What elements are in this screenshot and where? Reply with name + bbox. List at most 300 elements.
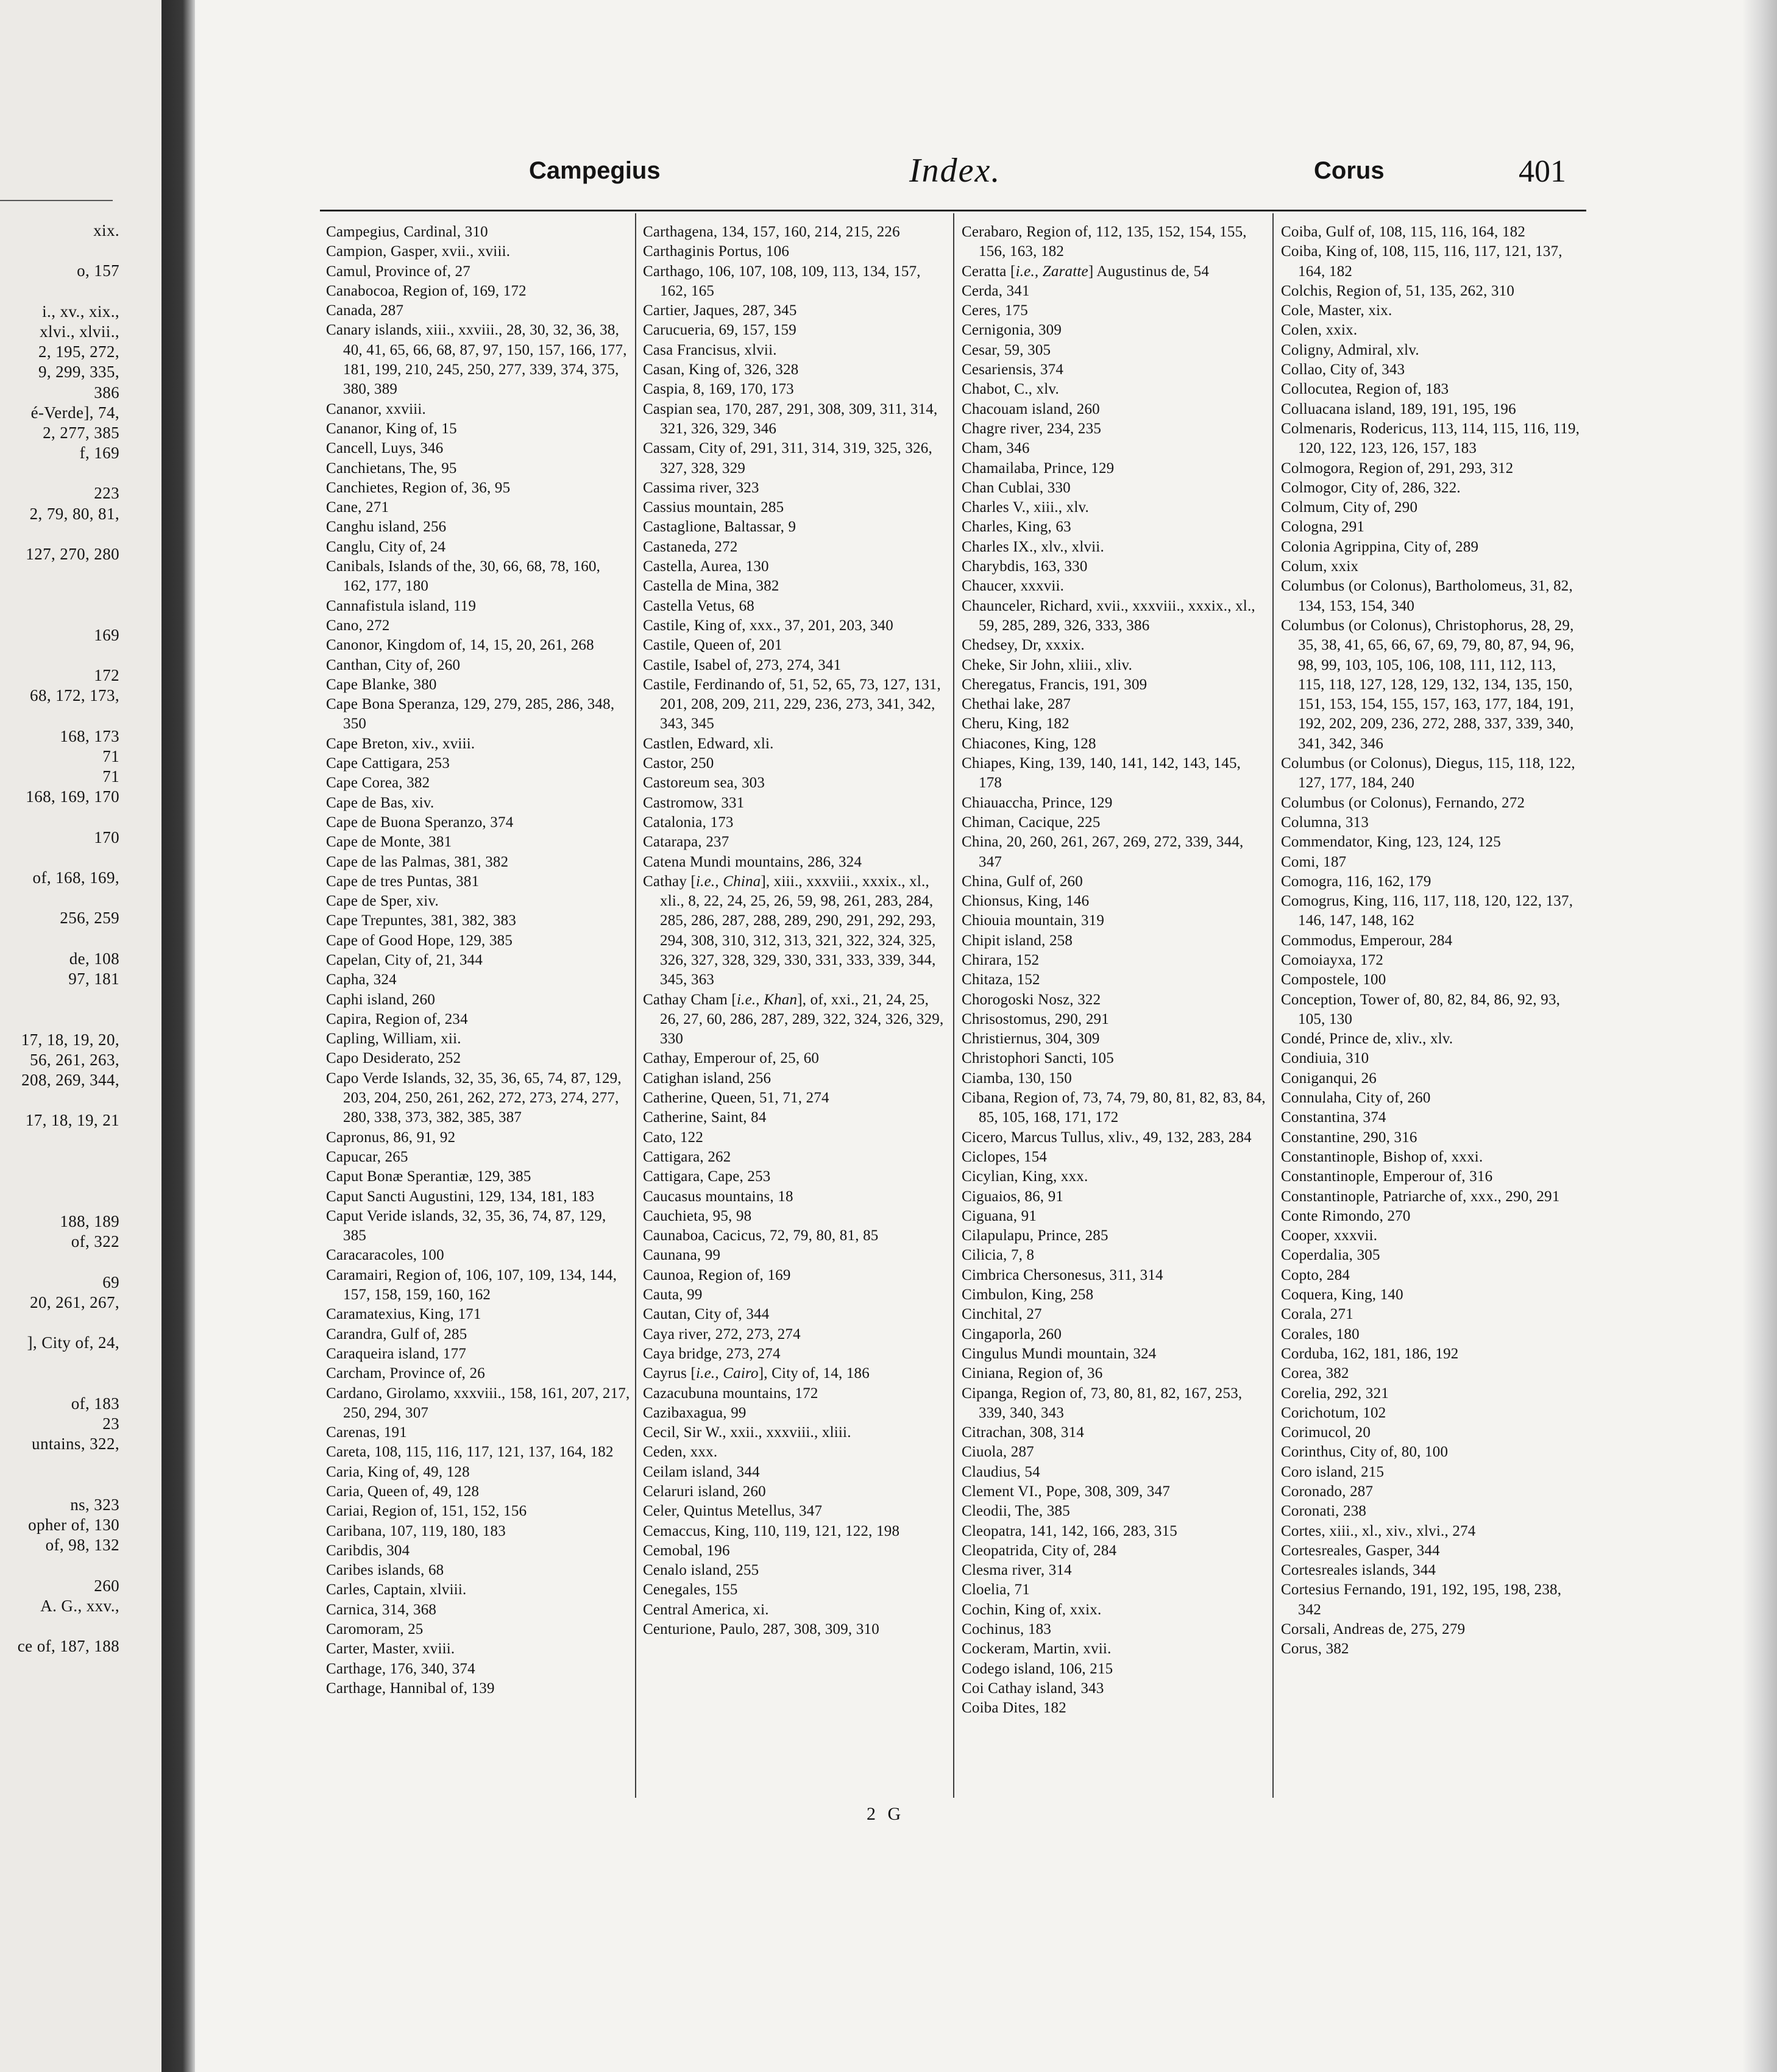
index-entry: Cato, 122: [643, 1129, 704, 1146]
left-page-line: [4, 1354, 161, 1374]
index-entry: Charles, King, 63: [962, 519, 1071, 536]
left-page-line: [4, 1454, 161, 1474]
index-entry: Carandra, Gulf of, 285: [326, 1325, 467, 1343]
index-entry: Chiouia mountain, 319: [962, 912, 1105, 929]
index-entry: Corsali, Andreas de, 275, 279: [1281, 1621, 1466, 1638]
index-entry: Cathay Cham [i.e., Khan], of, xxi., 21, 24, 25, 26, 27, 60, 286, 287, 289, 322, 324, 326, 329, 330: [643, 991, 944, 1048]
left-page-line: 71: [102, 747, 119, 765]
left-page-line: A. G., xxv.,: [40, 1596, 119, 1615]
index-entry: Caramatexius, King, 171: [326, 1306, 481, 1323]
index-entry: Cilapulapu, Prince, 285: [962, 1227, 1108, 1244]
index-entry: Coniganqui, 26: [1281, 1070, 1377, 1087]
index-entry: Caput Bonæ Sperantiæ, 129, 385: [326, 1168, 531, 1185]
left-page-line: de, 108: [69, 949, 119, 968]
index-entry: Caraqueira island, 177: [326, 1345, 467, 1362]
previous-page-header-rule: [0, 200, 113, 201]
index-entry: Cleopatrida, City of, 284: [962, 1542, 1117, 1559]
index-entry: Cimbulon, King, 258: [962, 1286, 1094, 1304]
index-entry: Codego island, 106, 215: [962, 1660, 1113, 1677]
index-entry: Connulaha, City of, 260: [1281, 1090, 1431, 1107]
left-page-line: 127, 270, 280: [26, 545, 119, 563]
index-entry: Colmum, City of, 290: [1281, 499, 1418, 516]
index-entry: Camul, Province of, 27: [326, 263, 471, 280]
index-entry: Chirara, 152: [962, 951, 1040, 968]
index-entry: Comogrus, King, 116, 117, 118, 120, 122, 137, 146, 147, 148, 162: [1281, 893, 1573, 929]
index-entry: Corduba, 162, 181, 186, 192: [1281, 1345, 1459, 1362]
index-entry: Casa Francisus, xlvii.: [643, 341, 777, 358]
index-entry: Cerabaro, Region of, 112, 135, 152, 154, 155, 156, 163, 182: [962, 224, 1247, 260]
index-entry: Corimucol, 20: [1281, 1424, 1371, 1441]
index-entry: Carthage, Hannibal of, 139: [326, 1680, 495, 1697]
index-entry: Cleopatra, 141, 142, 166, 283, 315: [962, 1522, 1177, 1539]
left-page-line: 2, 195, 272,: [38, 342, 119, 361]
left-page-line: [4, 645, 161, 665]
index-entry: Coro island, 215: [1281, 1463, 1385, 1480]
index-entry: Cane, 271: [326, 499, 389, 516]
left-page-line: 169: [94, 625, 119, 644]
running-head-title: Index.: [909, 152, 1001, 190]
index-entry: Cape de Bas, xiv.: [326, 794, 434, 811]
index-entry: Cole, Master, xix.: [1281, 302, 1392, 319]
index-entry: Cochinus, 183: [962, 1621, 1052, 1638]
left-page-line: [4, 1171, 161, 1191]
index-entry: Capelan, City of, 21, 344: [326, 951, 483, 968]
index-entry: Commendator, King, 123, 124, 125: [1281, 834, 1501, 851]
index-entry: Ceratta [i.e., Zaratte] Augustinus de, 54: [962, 263, 1210, 280]
printer-signature-mark: 2 G: [867, 1804, 905, 1824]
index-entry: Colchis, Region of, 51, 135, 262, 310: [1281, 282, 1515, 299]
left-page-line: of, 168, 169,: [32, 868, 119, 887]
index-entry: Castromow, 331: [643, 794, 745, 811]
left-page-line: 168, 169, 170: [26, 787, 119, 806]
index-entry: Cemobal, 196: [643, 1542, 730, 1559]
running-head-last-entry: Corus: [1314, 157, 1385, 184]
index-entry: Caribdis, 304: [326, 1542, 410, 1559]
index-entry: Coronati, 238: [1281, 1503, 1367, 1520]
index-entry: Corales, 180: [1281, 1325, 1360, 1343]
index-entry: Comogra, 116, 162, 179: [1281, 873, 1431, 890]
index-entry: Caput Sancti Augustini, 129, 134, 181, 183: [326, 1188, 595, 1205]
index-entry: Caya river, 272, 273, 274: [643, 1325, 801, 1343]
index-entry: Canada, 287: [326, 302, 404, 319]
index-entry: Condiuia, 310: [1281, 1050, 1369, 1067]
index-entry: Chethai lake, 287: [962, 696, 1071, 713]
index-entry: Cape Cattigara, 253: [326, 755, 450, 772]
index-entry: Capo Verde Islands, 32, 35, 36, 65, 74, 87, 129, 203, 204, 250, 261, 262, 272, 273, 274, 277, 280, 338, 373, 382, 385, 387: [326, 1070, 622, 1126]
left-page-line: ], City of, 24,: [27, 1333, 119, 1352]
index-entry: Chedsey, Dr, xxxix.: [962, 637, 1085, 654]
left-page-line: 188, 189: [60, 1212, 119, 1231]
left-page-line: 71: [102, 767, 119, 786]
index-entry: Ciniana, Region of, 36: [962, 1365, 1103, 1382]
index-entry: Chan Cublai, 330: [962, 479, 1071, 496]
index-entry: Coi Cathay island, 343: [962, 1680, 1104, 1697]
index-entry: Caramairi, Region of, 106, 107, 109, 134, 144, 157, 158, 159, 160, 162: [326, 1266, 617, 1304]
index-entry: Ceilam island, 344: [643, 1463, 760, 1480]
left-page-line: [4, 1130, 161, 1151]
index-entry: Ciuola, 287: [962, 1444, 1034, 1461]
index-entry: Columbus (or Colonus), Christophorus, 28, 29, 35, 38, 41, 65, 66, 67, 69, 79, 80, 87, 94, 96, 98, 99, 103, 105, 106, 108, 111, 112, 113, 115, 118, 127, 128, 129, 132, 134, 135, 150, 151, 153, 154, 155, 157, 163, 177, 184, 191, 192, 202, 209, 236, 272, 288, 337, 339, 340, 341, 342, 346: [1281, 617, 1575, 752]
left-page-line: 2, 79, 80, 81,: [29, 504, 119, 523]
index-entry: Cazacubuna mountains, 172: [643, 1385, 818, 1402]
index-column-3: [962, 222, 1266, 1719]
index-entry: Cleodii, The, 385: [962, 1503, 1070, 1520]
index-entry: Ciclopes, 154: [962, 1148, 1048, 1165]
index-entry: Cenalo island, 255: [643, 1562, 759, 1579]
index-entry: Chamailaba, Prince, 129: [962, 459, 1115, 477]
index-entry: Cauta, 99: [643, 1286, 703, 1304]
index-entry: Cannafistula island, 119: [326, 597, 477, 614]
index-entry: Columbus (or Colonus), Diegus, 115, 118, 122, 127, 177, 184, 240: [1281, 755, 1575, 792]
index-entry: Corea, 382: [1281, 1365, 1349, 1382]
index-entry: Cassima river, 323: [643, 479, 759, 496]
index-entry: Chorogoski Nosz, 322: [962, 991, 1101, 1008]
left-page-line: [4, 1475, 161, 1495]
left-page-line: [4, 848, 161, 868]
left-page-line: 56, 261, 263,: [30, 1050, 119, 1069]
index-entry: Cano, 272: [326, 617, 390, 634]
index-entry: Chipit island, 258: [962, 932, 1073, 949]
left-page-line: [4, 888, 161, 908]
index-entry: Cemaccus, King, 110, 119, 121, 122, 198: [643, 1522, 900, 1539]
index-entry: Corelia, 292, 321: [1281, 1385, 1389, 1402]
index-entry: Corus, 382: [1281, 1641, 1349, 1658]
left-page-line: untains, 322,: [32, 1435, 119, 1453]
left-page-line: [4, 1616, 161, 1636]
index-entry: Capha, 324: [326, 971, 397, 988]
index-entry: Cape Corea, 382: [326, 775, 430, 792]
index-entry: Cesar, 59, 305: [962, 341, 1051, 358]
index-entry: Conte Rimondo, 270: [1281, 1207, 1411, 1224]
index-entry: Chiacones, King, 128: [962, 735, 1096, 752]
index-entry: Colluacana island, 189, 191, 195, 196: [1281, 400, 1516, 417]
index-entry: Ciguana, 91: [962, 1207, 1037, 1224]
index-entry: Carcham, Province of, 26: [326, 1365, 485, 1382]
index-entry: China, 20, 260, 261, 267, 269, 272, 339, 344, 347: [962, 834, 1244, 870]
index-entry: Cazibaxagua, 99: [643, 1404, 747, 1421]
index-entry: Caucasus mountains, 18: [643, 1188, 793, 1205]
index-entry: Cananor, King of, 15: [326, 420, 457, 437]
index-entry: Caspia, 8, 169, 170, 173: [643, 381, 794, 398]
left-page-line: [4, 1191, 161, 1212]
index-entry: Cortesreales, Gasper, 344: [1281, 1542, 1440, 1559]
left-page-line: [4, 929, 161, 949]
index-entry: Cinchital, 27: [962, 1306, 1042, 1323]
left-page-line: xlvi., xlvii.,: [40, 322, 119, 341]
index-entry: Carthago, 106, 107, 108, 109, 113, 134, 157, 162, 165: [643, 263, 921, 299]
index-entry: Castile, King of, xxx., 37, 201, 203, 340: [643, 617, 893, 634]
index-entry: Ceres, 175: [962, 302, 1028, 319]
index-entry: Citrachan, 308, 314: [962, 1424, 1084, 1441]
index-entry: Collao, City of, 343: [1281, 361, 1405, 378]
index-entry: Claudius, 54: [962, 1463, 1040, 1480]
index-entry: Cartier, Jaques, 287, 345: [643, 302, 797, 319]
index-entry: Carnica, 314, 368: [326, 1601, 437, 1618]
index-entry: Charles IX., xlv., xlvii.: [962, 538, 1104, 555]
index-entry: Castile, Isabel of, 273, 274, 341: [643, 656, 842, 673]
index-entry: Colmenaris, Rodericus, 113, 114, 115, 116, 119, 120, 122, 123, 126, 157, 183: [1281, 420, 1580, 457]
index-entry: Chiapes, King, 139, 140, 141, 142, 143, 145, 178: [962, 755, 1241, 792]
index-entry: Cingaporla, 260: [962, 1325, 1062, 1343]
index-entry: Cardano, Girolamo, xxxviii., 158, 161, 207, 217, 250, 294, 307: [326, 1385, 630, 1421]
index-entry: Cauchieta, 95, 98: [643, 1207, 752, 1224]
left-page-line: opher of, 130: [28, 1516, 119, 1534]
index-entry: Canibals, Islands of the, 30, 66, 68, 78, 160, 162, 177, 180: [326, 558, 601, 595]
index-entry: Capronus, 86, 91, 92: [326, 1129, 456, 1146]
index-entry: Castella Vetus, 68: [643, 597, 754, 614]
header-rule: [320, 210, 1586, 211]
index-entry: Cape de tres Puntas, 381: [326, 873, 480, 890]
index-entry: Cortesius Fernando, 191, 192, 195, 198, 238, 342: [1281, 1581, 1562, 1618]
index-entry: Caunaboa, Cacicus, 72, 79, 80, 81, 85: [643, 1227, 879, 1244]
index-entry: Catarapa, 237: [643, 834, 729, 851]
left-page-line: [4, 1313, 161, 1333]
index-entry: Capucar, 265: [326, 1148, 408, 1165]
index-entry: Chionsus, King, 146: [962, 893, 1090, 910]
index-entry: Castella de Mina, 382: [643, 578, 779, 595]
left-page-line: i., xv., xix.,: [42, 302, 119, 321]
index-entry: Caria, King of, 49, 128: [326, 1463, 470, 1480]
index-entry: Cortesreales islands, 344: [1281, 1562, 1436, 1579]
index-entry: Cernigonia, 309: [962, 322, 1062, 339]
index-entry: Canabocoa, Region of, 169, 172: [326, 282, 527, 299]
left-page-line: xix.: [93, 221, 119, 239]
index-entry: Canonor, Kingdom of, 14, 15, 20, 261, 268: [326, 637, 594, 654]
index-entry: Cingulus Mundi mountain, 324: [962, 1345, 1157, 1362]
index-entry: Cape de Sper, xiv.: [326, 893, 439, 910]
index-entry: Canchietans, The, 95: [326, 459, 457, 477]
index-entry: Chacouam island, 260: [962, 400, 1100, 417]
left-page-line: [4, 605, 161, 625]
left-page-line: [4, 564, 161, 584]
index-entry: Cancell, Luys, 346: [326, 440, 444, 457]
index-entry: Corichotum, 102: [1281, 1404, 1386, 1421]
left-page-line: [4, 584, 161, 605]
index-entry: Chaucer, xxxvii.: [962, 578, 1065, 595]
index-entry: Castlen, Edward, xli.: [643, 735, 774, 752]
index-entry: Colum, xxix: [1281, 558, 1359, 575]
index-entry: Cilicia, 7, 8: [962, 1247, 1035, 1264]
index-entry: Caput Veride islands, 32, 35, 36, 74, 87, 129, 385: [326, 1207, 606, 1244]
index-column-1: [326, 222, 631, 1698]
index-entry: Constantinople, Bishop of, xxxi.: [1281, 1148, 1483, 1165]
index-entry: Cananor, xxviii.: [326, 400, 426, 417]
index-entry: Ciguaios, 86, 91: [962, 1188, 1064, 1205]
index-entry: Cheke, Sir John, xliii., xliv.: [962, 656, 1133, 673]
index-entry: Central America, xi.: [643, 1601, 769, 1618]
index-entry: Careta, 108, 115, 116, 117, 121, 137, 164, 182: [326, 1444, 614, 1461]
left-page-line: 168, 173: [60, 726, 119, 745]
index-entry: Cape Blanke, 380: [326, 676, 437, 693]
index-entry: Corinthus, City of, 80, 100: [1281, 1444, 1449, 1461]
left-page-line: [4, 706, 161, 726]
index-entry: Constantina, 374: [1281, 1109, 1386, 1126]
left-page-line: [4, 463, 161, 483]
left-page-line: ns, 323: [70, 1495, 119, 1514]
column-divider: [1272, 213, 1274, 1798]
index-entry: Cicylian, King, xxx.: [962, 1168, 1088, 1185]
index-entry: China, Gulf of, 260: [962, 873, 1083, 890]
index-entry: Cortes, xiii., xl., xiv., xlvi., 274: [1281, 1522, 1476, 1539]
left-page-line: 20, 261, 267,: [30, 1293, 119, 1311]
left-page-line: 17, 18, 19, 20,: [21, 1030, 119, 1049]
index-entry: Capira, Region of, 234: [326, 1010, 468, 1027]
index-entry: Commodus, Emperour, 284: [1281, 932, 1453, 949]
index-entry: Cassius mountain, 285: [643, 499, 784, 516]
index-entry: Comoiayxa, 172: [1281, 951, 1384, 968]
index-entry: Carles, Captain, xlviii.: [326, 1581, 467, 1598]
index-entry: Capo Desiderato, 252: [326, 1050, 461, 1067]
index-entry: Cathay [i.e., China], xiii., xxxviii., xxxix., xl., xli., 8, 22, 24, 25, 26, 59, 98, 261, 283, 284, 285, 286, 287, 288, 289, 290, 291, 292, 293, 294, 308, 310, 312, 313, 321, 322, 324, 325, 326, 327, 328, 329, 330, 331, 333, 339, 344, 345, 363: [643, 873, 936, 988]
index-entry: Cathay, Emperour of, 25, 60: [643, 1050, 820, 1067]
index-entry: Constantinople, Emperour of, 316: [1281, 1168, 1493, 1185]
index-entry: Campion, Gasper, xvii., xviii.: [326, 243, 511, 260]
index-entry: Coligny, Admiral, xlv.: [1281, 341, 1419, 358]
index-entry: Cattigara, Cape, 253: [643, 1168, 771, 1185]
index-entry: Cloelia, 71: [962, 1581, 1030, 1598]
index-entry: Chagre river, 234, 235: [962, 420, 1102, 437]
index-entry: Cautan, City of, 344: [643, 1306, 770, 1323]
left-page-line: 386: [94, 383, 119, 402]
index-entry: Casan, King of, 326, 328: [643, 361, 799, 378]
index-entry: Cayrus [i.e., Cairo], City of, 14, 186: [643, 1365, 870, 1382]
index-entry: Caunoa, Region of, 169: [643, 1266, 791, 1283]
index-entry: Constantinople, Patriarche of, xxx., 290, 291: [1281, 1188, 1560, 1205]
index-entry: Cape Breton, xiv., xviii.: [326, 735, 475, 752]
left-page-line: [4, 282, 161, 302]
index-entry: Christophori Sancti, 105: [962, 1050, 1114, 1067]
index-entry: Cochin, King of, xxix.: [962, 1601, 1102, 1618]
left-page-line: [4, 1555, 161, 1575]
index-entry: Caya bridge, 273, 274: [643, 1345, 781, 1362]
index-entry: Constantine, 290, 316: [1281, 1129, 1417, 1146]
left-page-line: 68, 172, 173,: [30, 686, 119, 705]
index-entry: Cipanga, Region of, 73, 80, 81, 82, 167, 253, 339, 340, 343: [962, 1385, 1243, 1421]
index-entry: Chabot, C., xlv.: [962, 381, 1059, 398]
previous-page-fragments: [4, 221, 161, 1656]
left-page-line: 223: [94, 484, 119, 503]
index-entry: Carthage, 176, 340, 374: [326, 1660, 475, 1677]
left-page-line: 23: [102, 1414, 119, 1433]
index-entry: Cheru, King, 182: [962, 715, 1069, 733]
index-entry: Carucueria, 69, 157, 159: [643, 322, 796, 339]
index-entry: Canthan, City of, 260: [326, 656, 461, 673]
left-page-line: 2, 277, 385: [43, 423, 119, 442]
index-entry: Cerda, 341: [962, 282, 1030, 299]
left-page-line: o, 157: [77, 261, 119, 280]
index-entry: Cape de las Palmas, 381, 382: [326, 853, 509, 870]
index-entry: Castile, Queen of, 201: [643, 637, 782, 654]
index-entry: Canghu island, 256: [326, 519, 447, 536]
previous-page-edge: [0, 0, 161, 2072]
left-page-line: of, 183: [71, 1394, 119, 1413]
index-entry: Coquera, King, 140: [1281, 1286, 1403, 1304]
left-page-line: of, 98, 132: [45, 1536, 119, 1555]
index-entry: Carter, Master, xviii.: [326, 1641, 455, 1658]
index-entry: Cibana, Region of, 73, 74, 79, 80, 81, 82, 83, 84, 85, 105, 168, 171, 172: [962, 1090, 1266, 1126]
index-entry: Cape de Buona Speranzo, 374: [326, 814, 514, 831]
index-entry: Ceden, xxx.: [643, 1444, 718, 1461]
index-page: [195, 0, 1743, 2072]
index-entry: Compostele, 100: [1281, 971, 1386, 988]
index-entry: Columbus (or Colonus), Fernando, 272: [1281, 794, 1525, 811]
index-entry: Chiauaccha, Prince, 129: [962, 794, 1113, 811]
index-entry: Cham, 346: [962, 440, 1030, 457]
index-entry: Caspian sea, 170, 287, 291, 308, 309, 311, 314, 321, 326, 329, 346: [643, 400, 938, 437]
left-page-line: ce of, 187, 188: [17, 1637, 119, 1656]
index-entry: Condé, Prince de, xliv., xlv.: [1281, 1031, 1453, 1048]
left-page-line: 17, 18, 19, 21: [25, 1111, 119, 1130]
index-entry: Caribana, 107, 119, 180, 183: [326, 1522, 506, 1539]
index-entry: Columna, 313: [1281, 814, 1369, 831]
index-column-2: [643, 222, 948, 1639]
index-entry: Cimbrica Chersonesus, 311, 314: [962, 1266, 1163, 1283]
index-entry: Cockeram, Martin, xvii.: [962, 1641, 1112, 1658]
index-entry: Caria, Queen of, 49, 128: [326, 1483, 480, 1500]
left-page-line: [4, 1252, 161, 1272]
index-entry: Canglu, City of, 24: [326, 538, 446, 555]
index-entry: Cassam, City of, 291, 311, 314, 319, 325, 326, 327, 328, 329: [643, 440, 932, 477]
index-entry: Catherine, Saint, 84: [643, 1109, 767, 1126]
left-page-line: [4, 524, 161, 544]
index-entry: Caracaracoles, 100: [326, 1247, 444, 1264]
index-entry: Caunana, 99: [643, 1247, 721, 1264]
left-page-line: é-Verde], 74,: [30, 403, 119, 422]
index-entry: Colonia Agrippina, City of, 289: [1281, 538, 1479, 555]
index-entry: Centurione, Paulo, 287, 308, 309, 310: [643, 1621, 879, 1638]
index-entry: Celaruri island, 260: [643, 1483, 766, 1500]
index-entry: Castile, Ferdinando of, 51, 52, 65, 73, 127, 131, 201, 208, 209, 211, 229, 236, 273, 341, 342, 343, 345: [643, 676, 941, 733]
index-entry: Cape de Monte, 381: [326, 834, 452, 851]
index-entry: Caribes islands, 68: [326, 1562, 444, 1579]
index-entry: Campegius, Cardinal, 310: [326, 224, 488, 240]
index-entry: Ciamba, 130, 150: [962, 1070, 1072, 1087]
left-page-line: 260: [94, 1576, 119, 1595]
left-page-line: 256, 259: [60, 909, 119, 928]
column-divider: [635, 213, 636, 1798]
index-entry: Collocutea, Region of, 183: [1281, 381, 1449, 398]
index-entry: Castella, Aurea, 130: [643, 558, 769, 575]
index-entry: Catherine, Queen, 51, 71, 274: [643, 1090, 829, 1107]
index-entry: Cape Bona Speranza, 129, 279, 285, 286, 348, 350: [326, 696, 615, 733]
index-entry: Canary islands, xiii., xxviii., 28, 30, 32, 36, 38, 40, 41, 65, 66, 68, 87, 97, 150, 157, 166, 177, 181, 199, 210, 245, 250, 277, 339, 374, 375, 380, 389: [326, 322, 627, 398]
left-page-line: [4, 989, 161, 1009]
left-page-line: 97, 181: [68, 969, 119, 988]
index-entry: Cicero, Marcus Tullus, xliv., 49, 132, 283, 284: [962, 1129, 1252, 1146]
page-number: 401: [1519, 154, 1566, 189]
running-head-first-entry: Campegius: [529, 157, 661, 184]
index-entry: Castaglione, Baltassar, 9: [643, 519, 796, 536]
index-entry: Chrisostomus, 290, 291: [962, 1010, 1109, 1027]
left-page-line: 9, 299, 335,: [38, 363, 119, 381]
index-entry: Capling, William, xii.: [326, 1031, 461, 1048]
left-page-line: [4, 807, 161, 827]
index-entry: Cecil, Sir W., xxii., xxxviii., xliii.: [643, 1424, 851, 1441]
left-page-line: 170: [94, 828, 119, 846]
index-entry: Clesma river, 314: [962, 1562, 1072, 1579]
index-entry: Caphi island, 260: [326, 991, 436, 1008]
index-entry: Cologna, 291: [1281, 519, 1365, 536]
left-page-line: [4, 1151, 161, 1171]
index-entry: Chiman, Cacique, 225: [962, 814, 1101, 831]
index-entry: Coiba, King of, 108, 115, 116, 117, 121, 137, 164, 182: [1281, 243, 1562, 280]
index-entry: Caromoram, 25: [326, 1621, 424, 1638]
index-entry: Castaneda, 272: [643, 538, 738, 555]
index-entry: Coiba Dites, 182: [962, 1700, 1066, 1717]
index-entry: Catighan island, 256: [643, 1070, 771, 1087]
index-entry: Cape of Good Hope, 129, 385: [326, 932, 513, 949]
left-page-line: [4, 1090, 161, 1110]
